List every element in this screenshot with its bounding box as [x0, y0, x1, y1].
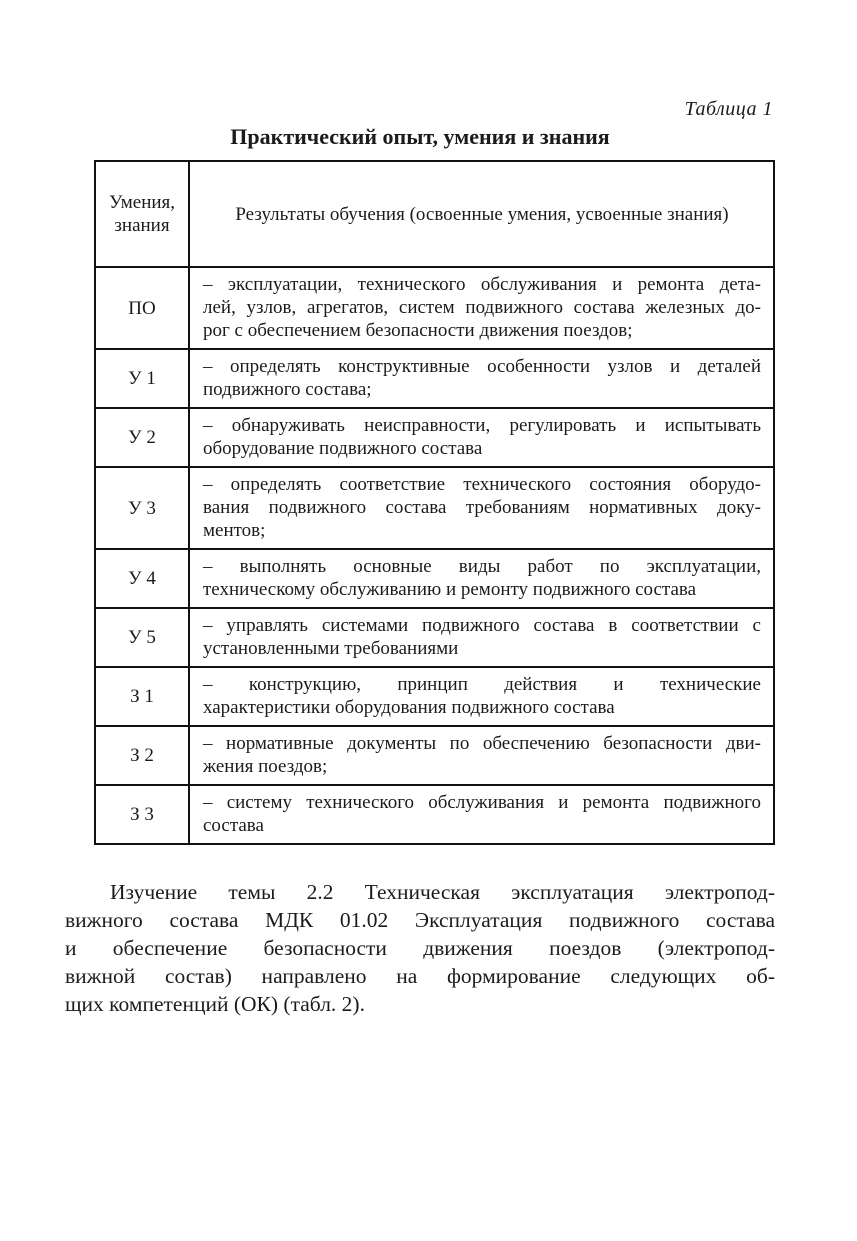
row-code: У 1 — [95, 349, 189, 408]
row-code: З 2 — [95, 726, 189, 785]
row-results: – управлять системами подвижного состава в соответствии с установленными требованиями — [189, 608, 774, 667]
row-code: З 1 — [95, 667, 189, 726]
row-results: – определять конструктивные особенности узлов и деталей подвижного состава; — [189, 349, 774, 408]
row-code: З 3 — [95, 785, 189, 844]
row-code: У 2 — [95, 408, 189, 467]
row-results: – определять соответствие технического состояния оборудо- вания подвижного состава требованиям нормативных доку- ментов; — [189, 467, 774, 549]
row-results: – выполнять основные виды работ по эксплуатации, техническому обслуживанию и ремонту подвижного состава — [189, 549, 774, 608]
table-row — [95, 549, 774, 608]
table-row — [95, 726, 774, 785]
table-row — [95, 408, 774, 467]
row-code: У 4 — [95, 549, 189, 608]
table-row — [95, 785, 774, 844]
page-content — [65, 97, 775, 1018]
body-paragraph: Изучение темы 2.2 Техническая эксплуатация электропод- вижного состава МДК 01.02 Эксплуатация подвижного состава и обеспечение безопасности движения поездов (электропод- вижной состав) направлено на формирование следующих об- щих компетенций (ОК) (табл. 2). — [65, 880, 775, 1016]
table-title: Практический опыт, умения и знания — [230, 124, 610, 149]
table-row — [95, 667, 774, 726]
table-row — [95, 349, 774, 408]
table-header-row — [95, 161, 774, 267]
table-row — [95, 467, 774, 549]
table-caption: Таблица 1 — [684, 98, 773, 120]
row-results: – эксплуатации, технического обслуживания и ремонта дета- лей, узлов, агрегатов, систем подвижного состава железных до- рог с обеспечением безопасности движения поездов; — [189, 267, 774, 349]
row-results: – конструкцию, принцип действия и технические характеристики оборудования подвижного состава — [189, 667, 774, 726]
row-results: – обнаруживать неисправности, регулировать и испытывать оборудование подвижного состава — [189, 408, 774, 467]
header-cell-skills: Умения, знания — [95, 161, 189, 267]
skills-knowledge-table — [94, 160, 775, 845]
row-code: ПО — [95, 267, 189, 349]
table-row — [95, 267, 774, 349]
table-row — [95, 608, 774, 667]
header-cell-results: Результаты обучения (освоенные умения, усвоенные знания) — [189, 161, 774, 267]
row-code: У 3 — [95, 467, 189, 549]
row-code: У 5 — [95, 608, 189, 667]
row-results: – систему технического обслуживания и ремонта подвижного состава — [189, 785, 774, 844]
row-results: – нормативные документы по обеспечению безопасности дви- жения поездов; — [189, 726, 774, 785]
